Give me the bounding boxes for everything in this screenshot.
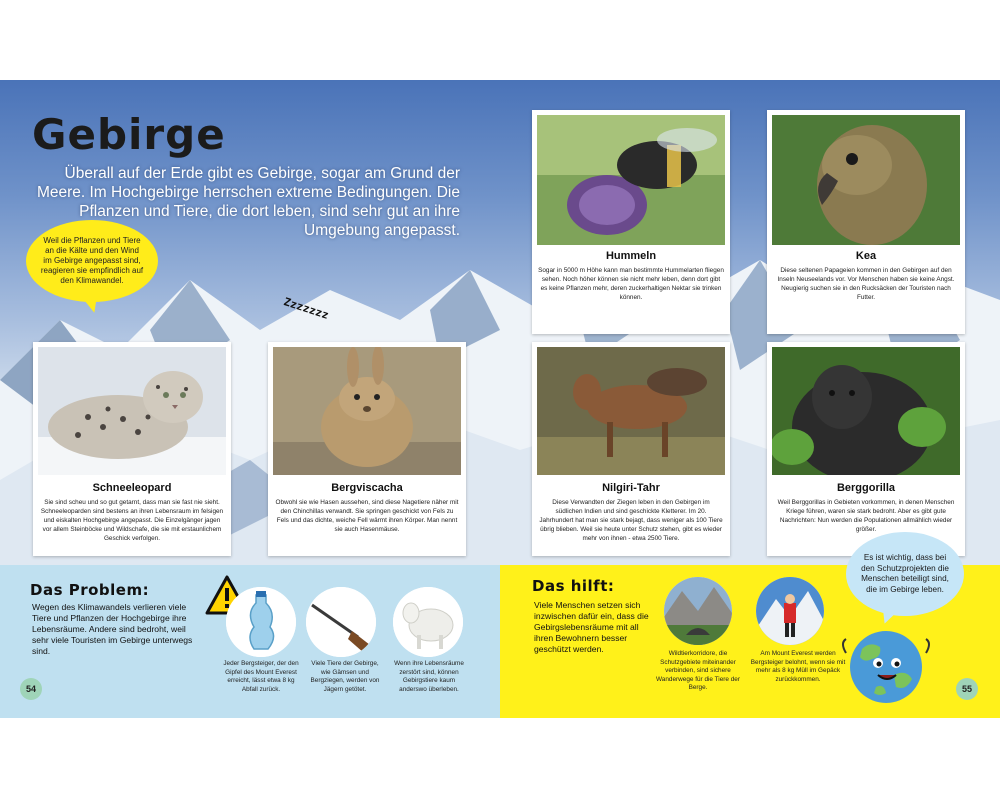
card-description: Sie sind scheu und so gut getarnt, dass man sie fast nie sieht. Schneeleoparden sind bestens an ihren Lebensraum im felsigen und eiskalten Hochgebirge angepasst. Die Einzelgänger jagen vor allem Steinböcke und Wildschafe, die sie mit erstaunlichem Geschick verfolgen. bbox=[40, 499, 224, 542]
solution-text: Viele Menschen setzen sich inzwischen dafür ein, dass die Gebirgslebensräume mit all ihren Bewohnern besser geschützt werden. bbox=[534, 600, 649, 654]
snow-leopard-photo bbox=[38, 347, 226, 475]
wildlife-corridor-photo bbox=[664, 577, 732, 645]
card-description: Obwohl sie wie Hasen aussehen, sind diese Nagetiere näher mit den Chinchillas verwandt. Sie springen geschickt von Fels zu Fels und das dichte, weiche Fell wärmt ihren Körper. Man nennt sie auch Hasenmäuse. bbox=[275, 499, 459, 533]
rifle-photo bbox=[306, 587, 376, 657]
card-hummeln bbox=[532, 110, 730, 334]
card-description: Sogar in 5000 m Höhe kann man bestimmte Hummelarten fliegen sehen. Noch höher können sie nicht mehr leben, denn dort gibt es keine Pflanzen mehr, deren zuckerhaltigen Nektar sie trinken können. bbox=[538, 267, 724, 301]
card-berggorilla bbox=[767, 342, 965, 556]
everest-climber-photo bbox=[756, 577, 824, 645]
kea-parrot-photo bbox=[772, 115, 960, 245]
bumblebee-photo bbox=[537, 115, 725, 245]
mountain-goat-photo bbox=[393, 587, 463, 657]
card-title: Nilgiri-Tahr bbox=[602, 482, 660, 494]
card-title: Schneeleopard bbox=[92, 482, 172, 494]
card-schneeleopard bbox=[33, 342, 231, 556]
card-description: Diese seltenen Papageien kommen in den Gebirgen auf den Inseln Neuseelands vor. Vor Menschen haben sie keine Angst. Neugierig suchen sie in den Rucksäcken der Touristen nach Futter. bbox=[777, 267, 955, 301]
problem-section bbox=[0, 565, 500, 718]
solution-title: Das hilft: bbox=[532, 577, 615, 595]
info-bubble-climate: Weil die Pflanzen und Tiere an die Kälte und den Wind im Gebirge angepasst sind, reagieren sie empfindlich auf den Klimawandel. bbox=[26, 220, 158, 302]
problem-caption: Viele Tiere der Gebirge, wie Gämsen und Bergziegen, werden von Jägern getötet. bbox=[310, 660, 380, 693]
viscacha-photo bbox=[273, 347, 461, 475]
solution-caption: Wildtierkorridore, die Schutzgebiete miteinander verbinden, sind sichere Wanderwege für die Tiere der Berge. bbox=[656, 650, 740, 691]
problem-caption: Wenn ihre Lebensräume zerstört sind, können Gebirgstiere kaum anderswo überleben. bbox=[394, 660, 464, 693]
earth-mascot-icon bbox=[836, 613, 936, 709]
page-number-right: 55 bbox=[956, 678, 978, 700]
card-nilgiri-tahr bbox=[532, 342, 730, 556]
card-kea bbox=[767, 110, 965, 334]
page-title: Gebirge bbox=[32, 110, 226, 159]
problem-caption: Jeder Bergsteiger, der den Gipfel des Mount Everest erreicht, lässt etwa 8 kg Abfall zurück. bbox=[223, 660, 299, 693]
card-description: Weil Berggorillas in Gebieten vorkommen, in denen Menschen Kriege führen, waren sie stark bedroht. Aber es gibt gute Nachrichten: Nun werden die Populationen allmählich wieder größer. bbox=[777, 499, 955, 533]
problem-title: Das Problem: bbox=[30, 581, 150, 599]
intro-text: Überall auf der Erde gibt es Gebirge, sogar am Grund der Meere. Im Hochgebirge herrschen extreme Bedingungen. Die Pflanzen und Tiere, die dort leben, sind sehr gut an ihre Umgebung angepasst. bbox=[36, 165, 460, 239]
plastic-bottle-photo bbox=[226, 587, 296, 657]
mountain-gorilla-photo bbox=[772, 347, 960, 475]
card-title: Bergviscacha bbox=[331, 482, 403, 494]
solution-caption: Am Mount Everest werden Bergsteiger belohnt, wenn sie mit mehr als 8 kg Müll im Gepäck zurückkommen. bbox=[750, 650, 846, 683]
card-bergviscacha bbox=[268, 342, 466, 556]
sleep-zzz-text: Zzzzzzz bbox=[282, 295, 331, 322]
book-spread bbox=[0, 80, 1000, 718]
card-title: Berggorilla bbox=[836, 482, 896, 494]
info-bubble-people: Es ist wichtig, dass bei den Schutzprojekten die Menschen beteiligt sind, die im Gebirge leben. bbox=[846, 532, 964, 616]
card-title: Hummeln bbox=[605, 250, 657, 262]
page-number-left: 54 bbox=[20, 678, 42, 700]
card-description: Diese Verwandten der Ziegen leben in den Gebirgen im südlichen Indien und sind geschickte Kletterer. Im 20. Jahrhundert hat man sie stark bejagt, dass weniger als 100 Tiere übrig blieben. Weil sie heute unter Schutz stehen, gibt es wieder mehr von ihnen - etwa 2500 Tiere. bbox=[539, 499, 723, 542]
card-title: Kea bbox=[855, 250, 877, 262]
problem-text: Wegen des Klimawandels verlieren viele Tiere und Pflanzen der Hochgebirge ihre Lebensräume. Andere sind bedroht, weil sehr viele Touristen im Gebirge unterwegs sind. bbox=[32, 602, 193, 656]
nilgiri-tahr-photo bbox=[537, 347, 725, 475]
